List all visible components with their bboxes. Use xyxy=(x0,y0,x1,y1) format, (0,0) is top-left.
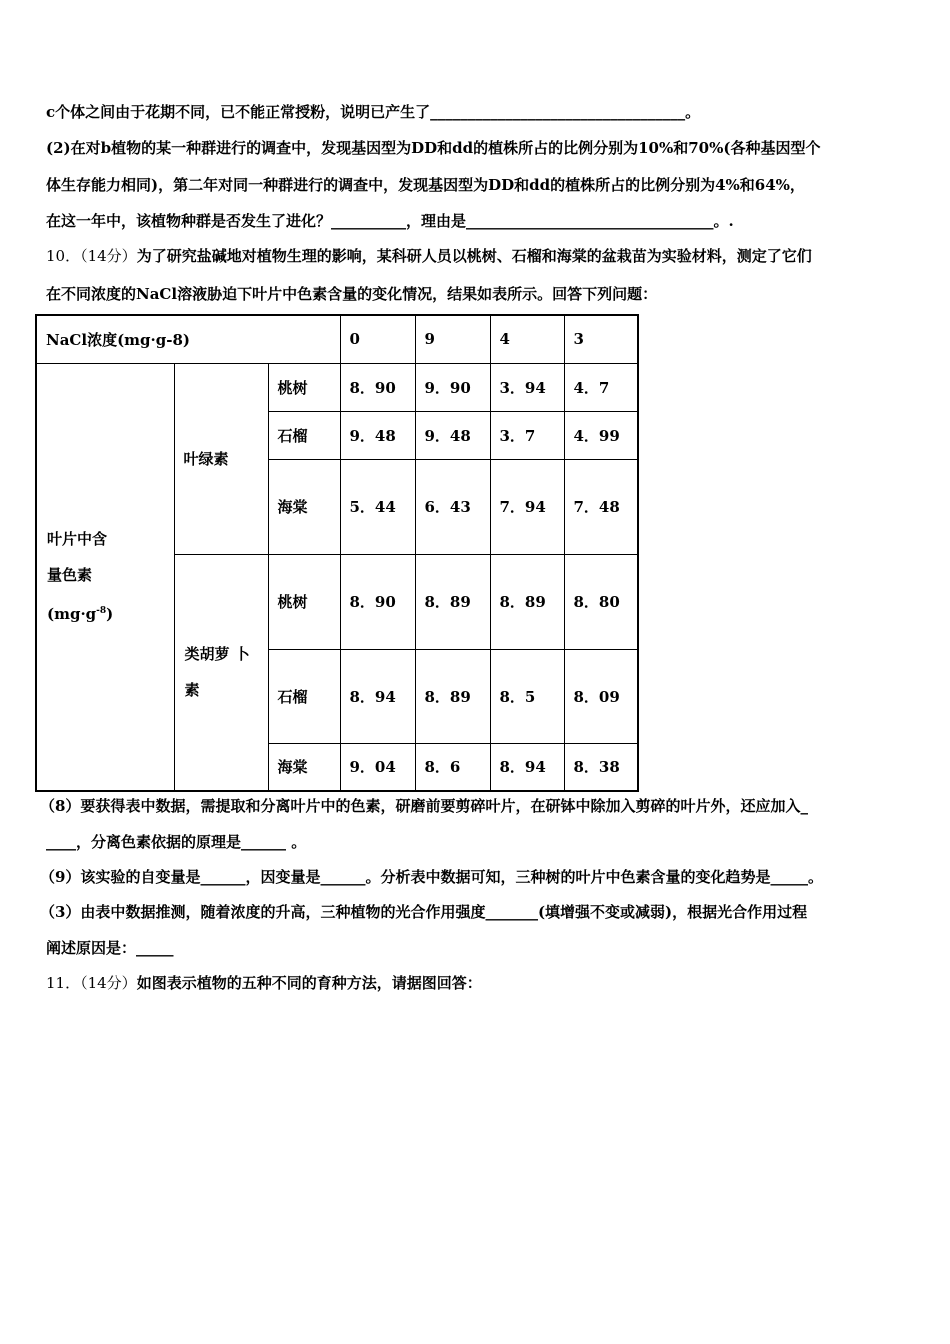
group-label-line: 叶片中含 xyxy=(47,530,108,549)
group-label-line: 量色素 xyxy=(47,566,93,585)
pigment-data-table xyxy=(35,314,639,792)
plant-name: 海棠 xyxy=(268,459,340,554)
value-cell: 7．48 xyxy=(564,459,638,554)
question-11 xyxy=(46,973,908,993)
value-cell: 8．90 xyxy=(340,554,415,649)
pigment-carotenoid: 类胡萝 卜 素 xyxy=(174,554,268,791)
text-line: (2)在对b植物的某一种群进行的调查中，发现基因型为DD和dd的植株所占的比例分别为10%和70%(各种基因型个 xyxy=(46,139,821,157)
value-cell: 8．09 xyxy=(564,649,638,743)
plant-name: 桃树 xyxy=(268,363,340,411)
text-line: c个体之间由于花期不同，已不能正常授粉，说明已产生了__________________________________。 xyxy=(46,103,701,121)
value-cell: 8．94 xyxy=(490,743,564,791)
question-number: 10．（14分） xyxy=(46,247,137,265)
text-line: ____，分离色素依据的原理是______ 。 xyxy=(46,833,307,851)
plant-name: 海棠 xyxy=(268,743,340,791)
plant-name: 石榴 xyxy=(268,411,340,459)
value-cell: 7．94 xyxy=(490,459,564,554)
question-text: 如图表示植物的五种不同的育种方法，请据图回答： xyxy=(136,974,482,992)
value-cell: 4．99 xyxy=(564,411,638,459)
value-cell: 3．7 xyxy=(490,411,564,459)
value-cell: 8．90 xyxy=(340,363,415,411)
group-unit: $(mg\cdot g^{-8})$ xyxy=(47,605,114,624)
value-cell: 8．6 xyxy=(415,743,490,791)
text-line: 在这一年中，该植物种群是否发生了进化？__________，理由是_________________________________。. xyxy=(46,212,734,230)
question-10 xyxy=(46,246,908,266)
text-line: （9）该实验的自变量是______，因变量是______。分析表中数据可知，三种树的叶片中色素含量的变化趋势是_____。 xyxy=(40,868,823,886)
question-text: 为了研究盐碱地对植物生理的影响，某科研人员以桃树、石榴和海棠的盆栽苗为实验材料，测定了它们 xyxy=(136,247,812,265)
value-cell: 6．43 xyxy=(415,459,490,554)
question-number: 11．（14分） xyxy=(46,974,137,992)
value-cell: 8．38 xyxy=(564,743,638,791)
value-cell: 4．7 xyxy=(564,363,638,411)
value-cell: 9．48 xyxy=(340,411,415,459)
concentration-header: 9 xyxy=(415,315,490,363)
text-line: 体生存能力相同)，第二年对同一种群进行的调查中，发现基因型为DD和dd的植株所占的比例分别为4%和64%， xyxy=(46,176,805,194)
plant-name: 石榴 xyxy=(268,649,340,743)
plant-name: 桃树 xyxy=(268,554,340,649)
pigment-chlorophyll: 叶绿素 xyxy=(174,363,268,554)
value-cell: 9．90 xyxy=(415,363,490,411)
value-cell: 8．89 xyxy=(490,554,564,649)
text-line: 阐述原因是：_____ xyxy=(46,939,174,957)
value-cell: 9．04 xyxy=(340,743,415,791)
value-cell: 8．94 xyxy=(340,649,415,743)
value-cell: 8．89 xyxy=(415,649,490,743)
value-cell: 3．94 xyxy=(490,363,564,411)
value-cell: 8．5 xyxy=(490,649,564,743)
group-label-cell xyxy=(36,363,174,791)
value-cell: 9．48 xyxy=(415,411,490,459)
value-cell: 5．44 xyxy=(340,459,415,554)
text-line: （3）由表中数据推测，随着浓度的升高，三种植物的光合作用强度_______(填增强不变或减弱)，根据光合作用过程 xyxy=(40,903,808,921)
text-line: （8）要获得表中数据，需提取和分离叶片中的色素，研磨前要剪碎叶片，在研钵中除加入剪碎的叶片外，还应加入_ xyxy=(40,797,808,815)
header-label: NaCl浓度(mg·g-8) xyxy=(36,315,340,363)
value-cell: 8．89 xyxy=(415,554,490,649)
value-cell: 8．80 xyxy=(564,554,638,649)
concentration-header: 3 xyxy=(564,315,638,363)
text-line: 在不同浓度的NaCl溶液胁迫下叶片中色素含量的变化情况，结果如表所示。回答下列问题： xyxy=(46,285,658,303)
concentration-header: 4 xyxy=(490,315,564,363)
concentration-header: 0 xyxy=(340,315,415,363)
